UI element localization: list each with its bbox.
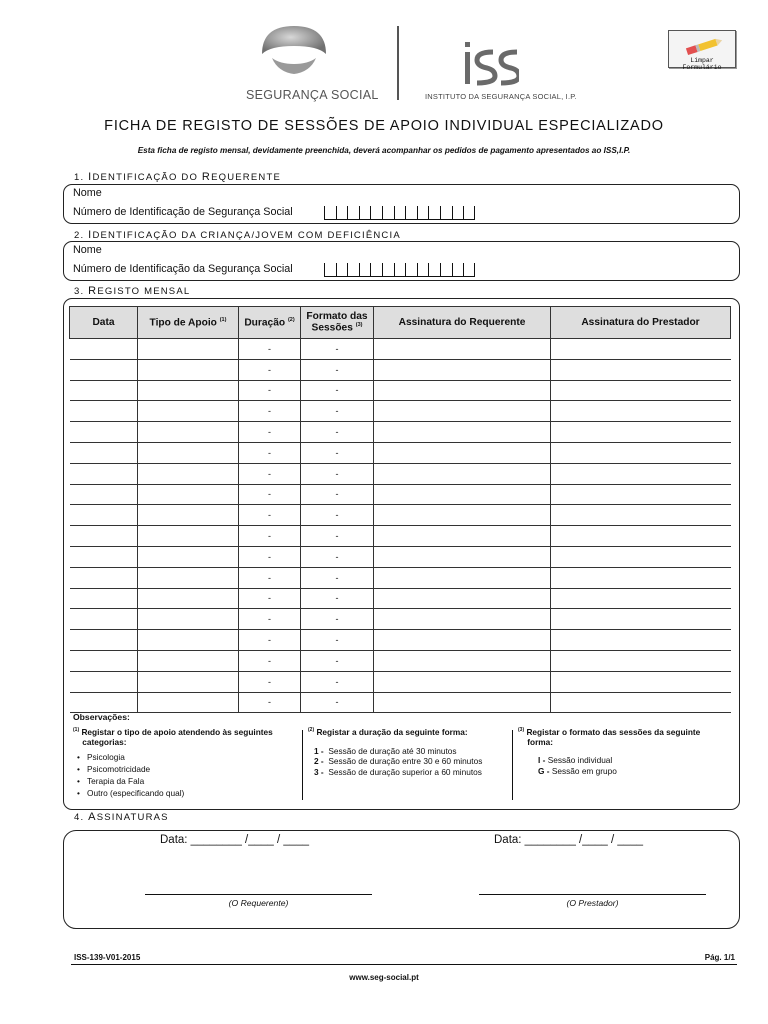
data-cell[interactable] bbox=[70, 505, 138, 526]
col-header-data bbox=[70, 307, 138, 339]
digit-cell[interactable] bbox=[417, 263, 429, 277]
ass-prestador-cell[interactable] bbox=[551, 505, 731, 526]
table-row bbox=[70, 526, 731, 547]
section-number: 1. bbox=[74, 172, 85, 183]
data-cell[interactable] bbox=[70, 401, 138, 422]
table-row bbox=[70, 380, 731, 401]
tipo-apoio-cell[interactable] bbox=[138, 609, 239, 630]
requerente-niss-input[interactable] bbox=[324, 206, 475, 220]
registo-table-body bbox=[70, 339, 731, 713]
tipo-apoio-list bbox=[73, 751, 301, 799]
duracao-cell[interactable]: - bbox=[239, 401, 301, 422]
duracao-cell[interactable]: - bbox=[239, 380, 301, 401]
header-text: Assinatura do Requerente bbox=[398, 316, 526, 328]
duracao-text: Sessão de duração até 30 minutos bbox=[328, 745, 457, 756]
note-title bbox=[73, 728, 301, 747]
formato-cell[interactable]: - bbox=[301, 630, 374, 651]
table-header-row bbox=[70, 307, 731, 339]
requerente-niss-label: Número de Identificação de Segurança Social bbox=[73, 206, 293, 218]
note-divider bbox=[512, 730, 513, 800]
footnote-mark: (2) bbox=[308, 727, 315, 734]
list-item-text: Psicomotricidade bbox=[87, 764, 151, 775]
table-row bbox=[70, 401, 731, 422]
requerente-name-label: Nome bbox=[73, 187, 102, 199]
note-title-text: Registar o formato das sessões da seguinte bbox=[526, 727, 701, 737]
col-header-ass-prestador bbox=[551, 307, 731, 339]
note-formato bbox=[518, 728, 733, 777]
ass-requerente-cell[interactable] bbox=[374, 630, 551, 651]
duracao-row bbox=[314, 756, 508, 767]
ass-prestador-cell[interactable] bbox=[551, 630, 731, 651]
digit-cell[interactable] bbox=[382, 263, 394, 277]
tipo-apoio-cell[interactable] bbox=[138, 442, 239, 463]
formato-cell[interactable]: - bbox=[301, 692, 374, 713]
duracao-cell[interactable]: - bbox=[239, 422, 301, 443]
tipo-apoio-cell[interactable] bbox=[138, 671, 239, 692]
table-row bbox=[70, 567, 731, 588]
ass-requerente-cell[interactable] bbox=[374, 692, 551, 713]
duracao-cell[interactable]: - bbox=[239, 567, 301, 588]
ass-prestador-cell[interactable] bbox=[551, 567, 731, 588]
data-cell[interactable] bbox=[70, 526, 138, 547]
digit-cell[interactable] bbox=[405, 263, 417, 277]
formato-cell[interactable]: - bbox=[301, 339, 374, 360]
note-title bbox=[518, 728, 733, 747]
table-row bbox=[70, 463, 731, 484]
ass-requerente-cell[interactable] bbox=[374, 609, 551, 630]
digit-cell[interactable] bbox=[440, 263, 452, 277]
crianca-niss-input[interactable] bbox=[324, 263, 475, 277]
list-item: • Psicomotricidade bbox=[77, 764, 151, 775]
list-item: • Terapia da Fala bbox=[77, 776, 145, 787]
clear-form-button[interactable] bbox=[668, 30, 736, 71]
duracao-cell[interactable]: - bbox=[239, 484, 301, 505]
digit-cell[interactable] bbox=[370, 206, 382, 220]
seguranca-social-logo bbox=[246, 24, 379, 108]
duracao-cell[interactable]: - bbox=[239, 692, 301, 713]
tipo-apoio-cell[interactable] bbox=[138, 380, 239, 401]
heading-text: DENTIFICAÇÃO DA CRIANÇA/JOVEM COM DEFICIÊNCIA bbox=[92, 230, 401, 241]
tipo-apoio-cell[interactable] bbox=[138, 588, 239, 609]
list-item: • Outro (especificando qual) bbox=[77, 788, 185, 799]
header-divider bbox=[397, 26, 399, 100]
header-text: Duração bbox=[244, 317, 286, 329]
table-row bbox=[70, 630, 731, 651]
formato-cell[interactable]: - bbox=[301, 380, 374, 401]
digit-cell[interactable] bbox=[359, 206, 371, 220]
header-text: Tipo de Apoio bbox=[149, 317, 217, 329]
ass-requerente-cell[interactable] bbox=[374, 650, 551, 671]
heading-text: DENTIFICAÇÃO DO bbox=[92, 172, 202, 183]
data-cell[interactable] bbox=[70, 442, 138, 463]
ass-prestador-cell[interactable] bbox=[551, 380, 731, 401]
header-text: Data bbox=[92, 316, 115, 328]
data-cell[interactable] bbox=[70, 463, 138, 484]
list-item-text: Terapia da Fala bbox=[87, 776, 145, 787]
table-row bbox=[70, 546, 731, 567]
prestador-signature-line[interactable] bbox=[479, 894, 706, 895]
heading-initial: A bbox=[88, 811, 97, 823]
digit-cell[interactable] bbox=[370, 263, 382, 277]
duracao-cell[interactable]: - bbox=[239, 650, 301, 671]
iss-logo bbox=[425, 40, 575, 104]
ass-prestador-cell[interactable] bbox=[551, 546, 731, 567]
formato-cell[interactable]: - bbox=[301, 505, 374, 526]
tipo-apoio-cell[interactable] bbox=[138, 484, 239, 505]
table-row bbox=[70, 692, 731, 713]
note-title-text: Registar a duração da seguinte forma: bbox=[316, 727, 468, 737]
duracao-cell[interactable]: - bbox=[239, 359, 301, 380]
iss-mark-icon bbox=[463, 40, 519, 88]
formato-code: I - bbox=[538, 755, 546, 766]
digit-cell[interactable] bbox=[394, 206, 406, 220]
data-cell[interactable] bbox=[70, 546, 138, 567]
table-row bbox=[70, 359, 731, 380]
heading-initial: R bbox=[201, 171, 212, 183]
list-item-text: Psicologia bbox=[87, 752, 125, 763]
heading-initial: R bbox=[88, 285, 98, 297]
digit-cell[interactable] bbox=[359, 263, 371, 277]
data-cell[interactable] bbox=[70, 359, 138, 380]
tipo-apoio-cell[interactable] bbox=[138, 463, 239, 484]
footer-divider bbox=[71, 964, 737, 965]
data-cell[interactable] bbox=[70, 422, 138, 443]
table-row bbox=[70, 650, 731, 671]
data-cell[interactable] bbox=[70, 671, 138, 692]
ass-requerente-cell[interactable] bbox=[374, 546, 551, 567]
ass-requerente-cell[interactable] bbox=[374, 339, 551, 360]
digit-cell[interactable] bbox=[394, 263, 406, 277]
seguranca-social-emblem-icon bbox=[258, 24, 330, 76]
formato-cell[interactable]: - bbox=[301, 442, 374, 463]
formato-cell[interactable]: - bbox=[301, 671, 374, 692]
ass-requerente-cell[interactable] bbox=[374, 567, 551, 588]
duracao-cell[interactable]: - bbox=[239, 546, 301, 567]
ass-prestador-cell[interactable] bbox=[551, 359, 731, 380]
ass-prestador-cell[interactable] bbox=[551, 609, 731, 630]
duracao-code: 2 - bbox=[314, 756, 324, 767]
table-row bbox=[70, 422, 731, 443]
formato-cell[interactable]: - bbox=[301, 526, 374, 547]
ass-prestador-cell[interactable] bbox=[551, 526, 731, 547]
tipo-apoio-cell[interactable] bbox=[138, 650, 239, 671]
clear-form-label: Limpar Formulário bbox=[682, 57, 722, 71]
footnote-mark: (2) bbox=[287, 316, 295, 323]
footnote-mark: (3) bbox=[518, 727, 525, 734]
digit-cell[interactable] bbox=[440, 206, 452, 220]
iss-logo-text: INSTITUTO DA SEGURANÇA SOCIAL, I.P. bbox=[425, 92, 577, 101]
duracao-cell[interactable]: - bbox=[239, 526, 301, 547]
crianca-name-label: Nome bbox=[73, 244, 102, 256]
digit-cell[interactable] bbox=[347, 263, 359, 277]
footnote-mark: (1) bbox=[73, 727, 80, 734]
heading-text: SSINATURAS bbox=[96, 812, 169, 823]
duracao-cell[interactable]: - bbox=[239, 588, 301, 609]
section-number: 3. bbox=[74, 286, 85, 297]
duracao-text: Sessão de duração superior a 60 minutos bbox=[328, 767, 482, 778]
seguranca-social-logo-text: SEGURANÇA SOCIAL bbox=[246, 88, 379, 102]
tipo-apoio-cell[interactable] bbox=[138, 401, 239, 422]
list-item: • Psicologia bbox=[77, 752, 125, 763]
tipo-apoio-cell[interactable] bbox=[138, 546, 239, 567]
observacoes-title: Observações: bbox=[73, 712, 130, 722]
page-subtitle: Esta ficha de registo mensal, devidamente preenchida, deverá acompanhar os pedidos de pagamento apresentados ao ISS,I.P. bbox=[137, 146, 631, 155]
page-title: FICHA DE REGISTO DE SESSÕES DE APOIO INDIVIDUAL ESPECIALIZADO bbox=[104, 118, 664, 134]
ass-requerente-cell[interactable] bbox=[374, 526, 551, 547]
section-number: 4. bbox=[74, 812, 85, 823]
note-divider bbox=[302, 730, 303, 800]
formato-cell[interactable]: - bbox=[301, 546, 374, 567]
tipo-apoio-cell[interactable] bbox=[138, 505, 239, 526]
formato-row bbox=[538, 755, 733, 766]
formato-cell[interactable]: - bbox=[301, 359, 374, 380]
footnote-mark: (1) bbox=[219, 316, 227, 323]
formato-cell[interactable]: - bbox=[301, 484, 374, 505]
formato-cell[interactable]: - bbox=[301, 609, 374, 630]
ass-requerente-cell[interactable] bbox=[374, 671, 551, 692]
note-title-text: categorias: bbox=[82, 736, 127, 747]
data-cell[interactable] bbox=[70, 692, 138, 713]
formato-text: Sessão individual bbox=[547, 755, 613, 766]
ass-prestador-cell[interactable] bbox=[551, 422, 731, 443]
data-cell[interactable] bbox=[70, 484, 138, 505]
ass-prestador-cell[interactable] bbox=[551, 650, 731, 671]
table-row bbox=[70, 505, 731, 526]
ass-requerente-cell[interactable] bbox=[374, 484, 551, 505]
ass-requerente-cell[interactable] bbox=[374, 505, 551, 526]
tipo-apoio-cell[interactable] bbox=[138, 567, 239, 588]
ass-requerente-cell[interactable] bbox=[374, 359, 551, 380]
duracao-cell[interactable]: - bbox=[239, 630, 301, 651]
form-code: ISS-139-V01-2015 bbox=[74, 953, 141, 962]
ass-requerente-cell[interactable] bbox=[374, 401, 551, 422]
duracao-row bbox=[314, 767, 508, 778]
section-4-heading bbox=[74, 811, 169, 823]
data-cell[interactable] bbox=[70, 339, 138, 360]
data-cell[interactable] bbox=[70, 380, 138, 401]
digit-cell[interactable] bbox=[428, 206, 440, 220]
digit-cell[interactable] bbox=[324, 263, 336, 277]
ass-prestador-cell[interactable] bbox=[551, 442, 731, 463]
ass-prestador-cell[interactable] bbox=[551, 692, 731, 713]
duracao-row bbox=[314, 746, 508, 757]
page-number: Pág. 1/1 bbox=[704, 953, 735, 962]
digit-cell[interactable] bbox=[463, 206, 475, 220]
formato-cell[interactable]: - bbox=[301, 567, 374, 588]
formato-row bbox=[538, 766, 733, 777]
section-2-heading bbox=[74, 229, 401, 241]
digit-cell[interactable] bbox=[336, 263, 348, 277]
ass-prestador-cell[interactable] bbox=[551, 401, 731, 422]
digit-cell[interactable] bbox=[382, 206, 394, 220]
duracao-cell[interactable]: - bbox=[239, 671, 301, 692]
tipo-apoio-cell[interactable] bbox=[138, 630, 239, 651]
header-text: Formato das bbox=[306, 311, 368, 323]
formato-cell[interactable]: - bbox=[301, 650, 374, 671]
section-3-heading bbox=[74, 285, 190, 297]
prestador-caption: (O Prestador) bbox=[566, 898, 619, 908]
footnote-mark: (3) bbox=[355, 322, 363, 329]
requerente-caption: (O Requerente) bbox=[228, 898, 289, 908]
ass-requerente-cell[interactable] bbox=[374, 380, 551, 401]
col-header-tipo bbox=[138, 307, 239, 339]
ass-prestador-cell[interactable] bbox=[551, 463, 731, 484]
note-title-text: forma: bbox=[527, 736, 554, 747]
heading-text: EGISTO MENSAL bbox=[97, 286, 191, 297]
digit-cell[interactable] bbox=[405, 206, 417, 220]
formato-cell[interactable]: - bbox=[301, 463, 374, 484]
duracao-cell[interactable]: - bbox=[239, 609, 301, 630]
heading-initial: I bbox=[88, 229, 93, 241]
data-cell[interactable] bbox=[70, 588, 138, 609]
formato-cell[interactable]: - bbox=[301, 422, 374, 443]
digit-cell[interactable] bbox=[417, 206, 429, 220]
digit-cell[interactable] bbox=[463, 263, 475, 277]
list-item-text: Outro (especificando qual) bbox=[87, 788, 185, 799]
ass-prestador-cell[interactable] bbox=[551, 588, 731, 609]
duracao-text: Sessão de duração entre 30 e 60 minutos bbox=[328, 756, 483, 767]
formato-text: Sessão em grupo bbox=[551, 765, 617, 776]
ass-prestador-cell[interactable] bbox=[551, 339, 731, 360]
digit-cell[interactable] bbox=[452, 206, 464, 220]
data-cell[interactable] bbox=[70, 609, 138, 630]
formato-cell[interactable]: - bbox=[301, 401, 374, 422]
digit-cell[interactable] bbox=[347, 206, 359, 220]
digit-cell[interactable] bbox=[428, 263, 440, 277]
crianca-niss-label: Número de Identificação da Segurança Social bbox=[73, 263, 293, 275]
col-header-duracao bbox=[239, 307, 301, 339]
tipo-apoio-cell[interactable] bbox=[138, 692, 239, 713]
digit-cell[interactable] bbox=[324, 206, 336, 220]
duracao-code: 3 - bbox=[314, 767, 324, 778]
table-row bbox=[70, 588, 731, 609]
duracao-cell[interactable]: - bbox=[239, 339, 301, 360]
col-header-formato bbox=[301, 307, 374, 339]
note-title bbox=[308, 728, 508, 738]
note-duracao bbox=[308, 728, 508, 778]
formato-cell[interactable]: - bbox=[301, 588, 374, 609]
tipo-apoio-cell[interactable] bbox=[138, 339, 239, 360]
pencil-eraser-icon bbox=[682, 36, 724, 56]
ass-requerente-cell[interactable] bbox=[374, 463, 551, 484]
header-text: Assinatura do Prestador bbox=[581, 316, 700, 328]
data-cell[interactable] bbox=[70, 567, 138, 588]
table-row bbox=[70, 484, 731, 505]
note-tipo-apoio bbox=[73, 728, 301, 799]
duracao-cell[interactable]: - bbox=[239, 463, 301, 484]
section-1-heading bbox=[74, 171, 281, 183]
section-number: 2. bbox=[74, 230, 85, 241]
ass-requerente-cell[interactable] bbox=[374, 422, 551, 443]
tipo-apoio-cell[interactable] bbox=[138, 526, 239, 547]
header-text: Sessões bbox=[311, 322, 353, 334]
heading-text: EQUERENTE bbox=[211, 172, 281, 183]
ass-prestador-cell[interactable] bbox=[551, 671, 731, 692]
requerente-signature-line[interactable] bbox=[145, 894, 372, 895]
tipo-apoio-cell[interactable] bbox=[138, 359, 239, 380]
note-title-text: Registar o tipo de apoio atendendo às seguintes bbox=[81, 727, 273, 737]
ass-prestador-cell[interactable] bbox=[551, 484, 731, 505]
footer-url: www.seg-social.pt bbox=[349, 973, 419, 982]
formato-code: G - bbox=[538, 765, 550, 776]
digit-cell[interactable] bbox=[452, 263, 464, 277]
data-cell[interactable] bbox=[70, 650, 138, 671]
requerente-date-field[interactable]: Data: ________ /____ / ____ bbox=[160, 834, 309, 846]
heading-initial: I bbox=[88, 171, 93, 183]
duracao-code: 1 - bbox=[314, 745, 324, 756]
registo-table bbox=[69, 306, 731, 713]
prestador-date-field[interactable]: Data: ________ /____ / ____ bbox=[494, 834, 643, 846]
table-row bbox=[70, 339, 731, 360]
col-header-ass-requerente bbox=[374, 307, 551, 339]
ass-requerente-cell[interactable] bbox=[374, 442, 551, 463]
table-row bbox=[70, 671, 731, 692]
table-row bbox=[70, 442, 731, 463]
duracao-cell[interactable]: - bbox=[239, 442, 301, 463]
data-cell[interactable] bbox=[70, 630, 138, 651]
tipo-apoio-cell[interactable] bbox=[138, 422, 239, 443]
table-row bbox=[70, 609, 731, 630]
duracao-cell[interactable]: - bbox=[239, 505, 301, 526]
ass-requerente-cell[interactable] bbox=[374, 588, 551, 609]
digit-cell[interactable] bbox=[336, 206, 348, 220]
